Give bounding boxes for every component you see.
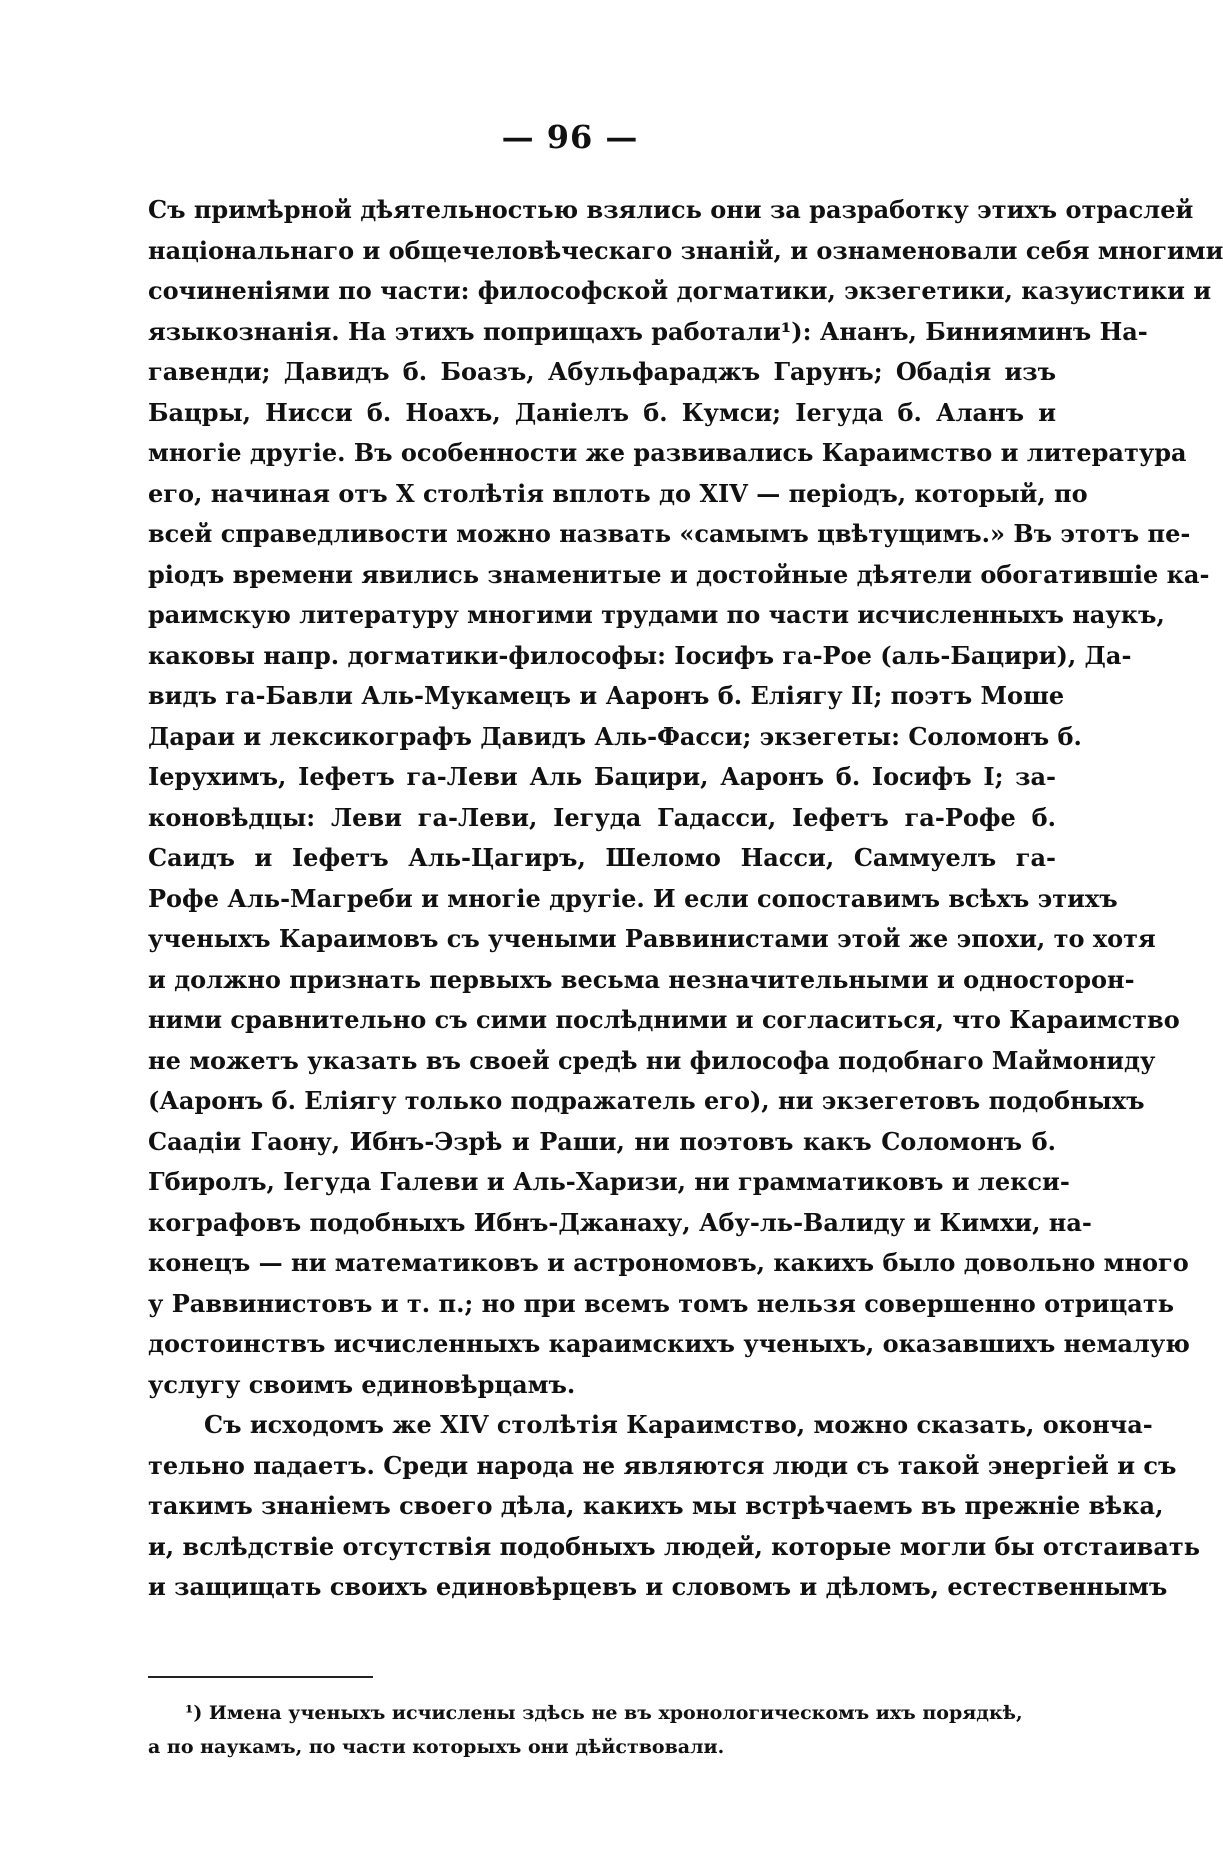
text-line: Саадіи Гаону, Ибнъ-Эзрѣ и Раши, ни поэтовъ какъ Соломонъ б. [148, 1126, 1056, 1156]
text-line: ними сравнительно съ сими послѣдними и согласиться, что Караимство [148, 1005, 1180, 1034]
text-line: Бацры, Нисси б. Ноахъ, Даніелъ б. Кумси; Іегуда б. Аланъ и [148, 397, 1056, 427]
text-line: не можетъ указать въ своей средѣ ни философа подобнаго Маймониду [148, 1045, 1156, 1075]
text-line: раимскую литературу многими трудами по части исчисленныхъ наукъ, [148, 600, 1165, 629]
text-line: коновѣдцы: Леви га-Леви, Іегуда Гадасси, Іефетъ га-Рофе б. [148, 802, 1056, 832]
text-line: ріодъ времени явились знаменитые и достойные дѣятели обогатившіе ка- [148, 559, 1210, 589]
paragraph-1 [148, 190, 1223, 1405]
text-line: тельно падаетъ. Среди народа не являются люди съ такой энергіей и съ [148, 1450, 1177, 1480]
text-line: такимъ знаніемъ своего дѣла, какихъ мы встрѣчаемъ въ прежніе вѣка, [148, 1491, 1164, 1520]
text-line: у Раввинистовъ и т. п.; но при всемъ томъ нельзя совершенно отрицать [148, 1288, 1174, 1318]
text-line: Гбиролъ, Іегуда Галеви и Аль-Харизи, ни грамматиковъ и лекси- [148, 1167, 1070, 1196]
text-line: его, начиная отъ X столѣтія вплоть до XIV — періодъ, который, по [148, 478, 1088, 508]
paragraph-2 [148, 1405, 1201, 1608]
text-line: языкознанія. На этихъ поприщахъ работали¹): Ананъ, Бинияминъ На- [148, 316, 1148, 346]
footnote-line: а по наукамъ, по части которыхъ они дѣйствовали. [148, 1736, 725, 1758]
text-line: и, вслѣдствіе отсутствія подобныхъ людей, которые могли бы отстаивать [148, 1531, 1201, 1561]
text-line: сочиненіями по части: философской догматики, экзегетики, казуистики и [148, 276, 1212, 305]
text-line: Саидъ и Іефетъ Аль-Цагиръ, Шеломо Насси, Саммуелъ га- [148, 843, 1056, 872]
text-line: (Ааронъ б. Еліягу только подражатель его), ни экзегетовъ подобныхъ [148, 1086, 1145, 1115]
footnote-line: ¹) Имена ученыхъ исчислены здѣсь не въ хронологическомъ ихъ порядкѣ, [185, 1702, 1023, 1724]
text-line: кографовъ подобныхъ Ибнъ-Джанаху, Абу-ль-Валиду и Кимхи, на- [148, 1207, 1092, 1237]
footnote [148, 1696, 1057, 1764]
text-line: Съ исходомъ же XIV столѣтія Караимство, можно сказать, оконча- [204, 1410, 1153, 1439]
text-line: многіе другіе. Въ особенности же развивались Караимство и литература [148, 438, 1187, 467]
page-number: — 96 — [501, 118, 639, 156]
text-line: гавенди; Давидъ б. Боазъ, Абульфараджъ Гарунъ; Обадія изъ [148, 357, 1056, 386]
text-line: достоинствъ исчисленныхъ караимскихъ ученыхъ, оказавшихъ немалую [148, 1329, 1190, 1358]
text-line: ученыхъ Караимовъ съ учеными Раввинистами этой же эпохи, то хотя [148, 924, 1156, 953]
text-line: Рофе Аль-Магреби и многіе другіе. И если сопоставимъ всѣхъ этихъ [148, 883, 1118, 913]
text-line: Дараи и лексикографъ Давидъ Аль-Фасси; экзегеты: Соломонъ б. [148, 721, 1082, 751]
text-line: всей справедливости можно назвать «самымъ цвѣтущимъ.» Въ этотъ пе- [148, 519, 1191, 548]
text-line: Съ примѣрной дѣятельностью взялись они за разработку этихъ отраслей [148, 195, 1194, 224]
text-line: услугу своимъ единовѣрцамъ. [148, 1369, 576, 1399]
text-line: и защищать своихъ единовѣрцевъ и словомъ и дѣломъ, естественнымъ [148, 1572, 1168, 1601]
text-line: и должно признать первыхъ весьма незначительными и односторон- [148, 964, 1135, 994]
footnote-divider [148, 1676, 373, 1678]
text-line: Іерухимъ, Іефетъ га-Леви Аль Бацири, Ааронъ б. Іосифъ I; за- [148, 762, 1056, 791]
text-line: видъ га-Бавли Аль-Мукамецъ и Ааронъ б. Еліягу II; поэтъ Моше [148, 681, 1065, 710]
text-line: каковы напр. догматики-философы: Іосифъ га-Рое (аль-Бацири), Да- [148, 640, 1132, 670]
text-line: національнаго и общечеловѣческаго знаній, и ознаменовали себя многими [148, 235, 1223, 265]
text-line: конецъ — ни математиковъ и астрономовъ, какихъ было довольно много [148, 1248, 1189, 1277]
